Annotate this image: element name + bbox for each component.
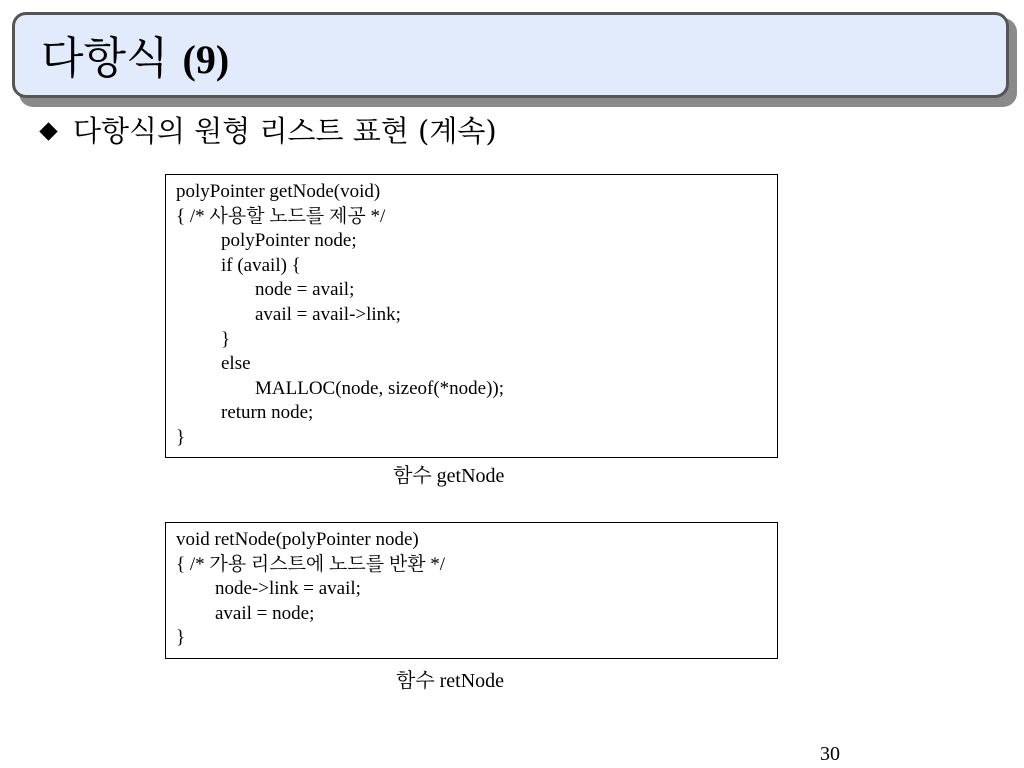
code-line: else — [221, 353, 251, 375]
code-line: polyPointer node; — [221, 230, 357, 252]
bullet-heading-text: 다항식의 원형 리스트 표현 (계속) — [73, 114, 497, 148]
code-line: avail = avail->link; — [255, 303, 401, 325]
code-line: void retNode(polyPointer node) — [176, 529, 419, 550]
page-number: 30 — [820, 743, 840, 765]
code-line: avail = node; — [215, 602, 315, 624]
code-box-retnode — [165, 522, 778, 659]
code-line: { /* 가용 리스트에 노드를 반환 */ — [176, 553, 446, 575]
code-line: } — [176, 426, 186, 448]
code-line: MALLOC(node, sizeof(*node)); — [255, 377, 505, 399]
diamond-bullet-icon — [39, 122, 57, 140]
slide-title — [41, 33, 229, 86]
bullet-heading — [38, 113, 497, 149]
title-banner — [12, 12, 1009, 98]
code-line: } — [221, 328, 231, 350]
code-line: { /* 사용할 노드를 제공 */ — [176, 205, 386, 227]
caption-retnode: 함수 retNode — [396, 670, 505, 692]
code-line: return node; — [221, 402, 314, 424]
code-line: node->link = avail; — [215, 578, 361, 600]
slide-title-number: (9) — [182, 37, 230, 82]
slide-title-text: 다항식 — [41, 33, 169, 84]
code-box-getnode — [165, 174, 778, 458]
code-line: } — [176, 627, 186, 649]
caption-getnode: 함수 getNode — [393, 465, 505, 487]
code-line: if (avail) { — [221, 254, 301, 276]
code-line: polyPointer getNode(void) — [176, 181, 381, 202]
code-line: node = avail; — [255, 279, 355, 301]
